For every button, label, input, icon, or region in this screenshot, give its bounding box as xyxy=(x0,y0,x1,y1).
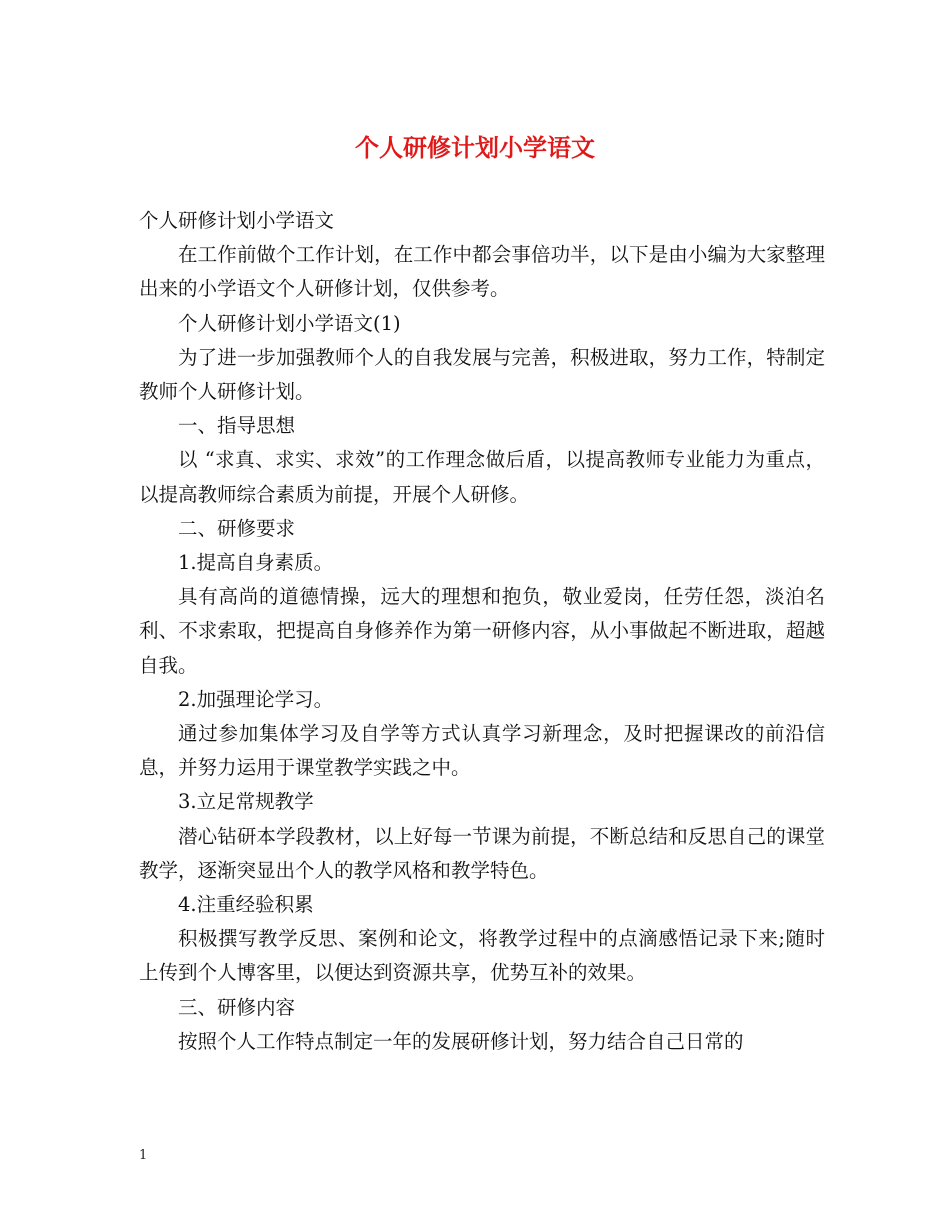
page-number: 1 xyxy=(139,1148,148,1163)
item-2-heading: 2.加强理论学习。 xyxy=(178,687,334,711)
subtitle-line: 个人研修计划小学语文 xyxy=(139,209,335,232)
content-paragraph: 按照个人工作特点制定一年的发展研修计划，努力结合自己日常的 xyxy=(178,1029,744,1053)
document-body xyxy=(139,204,825,1059)
item-2-paragraph: 通过参加集体学习及自学等方式认真学习新理念，及时把握课改的前沿信息，并努力运用于课堂教学实践之中。 xyxy=(139,722,825,780)
document-title: 个人研修计划小学语文 xyxy=(355,133,595,162)
item-4-heading: 4.注重经验积累 xyxy=(178,893,314,917)
heading-guiding-ideology: 一、指导思想 xyxy=(178,414,296,438)
item-3-heading: 3.立足常规教学 xyxy=(178,790,314,814)
heading-requirements: 二、研修要求 xyxy=(178,516,296,540)
item-3-paragraph: 潜心钻研本学段教材，以上好每一节课为前提，不断总结和反思自己的课堂教学，逐渐突显出个人的教学风格和教学特色。 xyxy=(139,824,825,882)
purpose-paragraph: 为了进一步加强教师个人的自我发展与完善，积极进取，努力工作，特制定教师个人研修计划。 xyxy=(139,345,825,404)
heading-content: 三、研修内容 xyxy=(178,995,296,1019)
item-4-paragraph: 积极撰写教学反思、案例和论文，将教学过程中的点滴感悟记录下来;随时上传到个人博客里，以便达到资源共享，优势互补的效果。 xyxy=(139,927,825,985)
item-1-heading: 1.提高自身素质。 xyxy=(178,551,334,575)
guiding-ideology-paragraph: 以 “求真、求实、求效”的工作理念做后盾，以提高教师专业能力为重点，以提高教师综合素质为前提，开展个人研修。 xyxy=(139,448,825,506)
item-1-paragraph: 具有高尚的道德情操，远大的理想和抱负，敬业爱岗，任劳任怨，淡泊名利、不求索取，把提高自身修养作为第一研修内容，从小事做起不断进取，超越自我。 xyxy=(139,585,825,677)
intro-paragraph: 在工作前做个工作计划，在工作中都会事倍功半，以下是由小编为大家整理出来的小学语文个人研修计划，仅供参考。 xyxy=(139,243,825,301)
section-heading-plan-1: 个人研修计划小学语文(1) xyxy=(178,311,401,335)
